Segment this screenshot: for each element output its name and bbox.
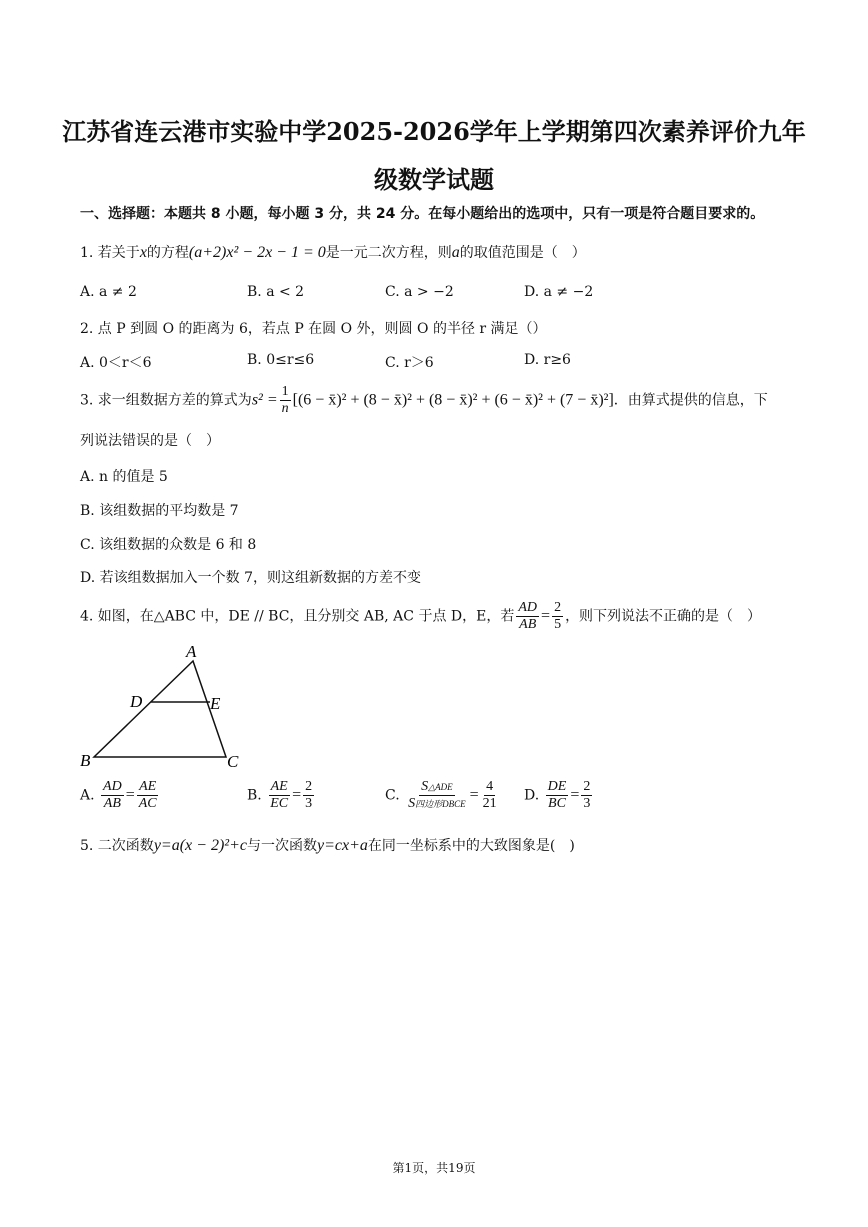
question-4-option-c[interactable]: C. $\frac{\text{S△ADE}}{\text{S四边形DBCE}}$ = $\frac{4}{21}$ bbox=[385, 779, 497, 811]
question-1-option-a[interactable]: A. a ≠ 2 bbox=[80, 284, 137, 300]
question-2-option-a[interactable]: A. 0＜r＜6 bbox=[80, 355, 152, 371]
page-footer: 第1页，共19页 bbox=[392, 1161, 476, 1175]
question-3-option-c[interactable]: C. 该组数据的众数是 6 和 8 bbox=[80, 537, 257, 553]
question-2-stem: 2. 点 P 到圆 O 的距离为 6，若点 P 在圆 O 外，则圆 O 的半径 r 满足（） bbox=[80, 321, 547, 337]
question-5-stem: 5. 二次函数y=a(x − 2)²+c与一次函数y=cx+a在同一坐标系中的大致图象是( ) bbox=[80, 837, 575, 854]
two-fifths-fraction: $\frac{2}{5}$ bbox=[554, 600, 562, 632]
label-b: B bbox=[80, 751, 91, 770]
question-1-stem: 1. 若关于x的方程(a+2)x² − 2x − 1 = 0是一元二次方程，则a的取值范围是（ ） bbox=[80, 244, 586, 261]
variance-fraction: $\frac{1}{n}$ bbox=[281, 384, 289, 416]
question-4-stem: 4. 如图，在△ABC 中，DE // BC，且分别交 AB, AC 于点 D，E，若 $\frac{AD}{AB}$ = $\frac{2}{5}$ ，则下列说法不正确的是（ ） bbox=[80, 600, 762, 632]
label-c: C bbox=[227, 752, 239, 771]
question-4-option-d[interactable]: D. $\frac{DE}{BC}$ = $\frac{2}{3}$ bbox=[524, 779, 591, 811]
question-1-option-b[interactable]: B. a < 2 bbox=[247, 284, 305, 300]
ad-ab-fraction: $\frac{AD}{AB}$ bbox=[518, 600, 538, 632]
variance-formula: [(6 − x̄)² + (8 − x̄)² + (8 − x̄)² + (6 − x̄)² + (7 − x̄)²] bbox=[292, 391, 614, 409]
exam-title-line1: 江苏省连云港市实验中学2025-2026学年上学期第四次素养评价九年 bbox=[62, 117, 806, 146]
question-3-stem-continued: 列说法错误的是（ ） bbox=[80, 433, 220, 449]
question-1-option-d[interactable]: D. a ≠ −2 bbox=[524, 284, 594, 300]
exam-title-line2: 级数学试题 bbox=[374, 165, 494, 194]
question-3-option-a[interactable]: A. n 的值是 5 bbox=[80, 469, 168, 485]
label-e: E bbox=[210, 694, 221, 713]
triangle-figure bbox=[76, 640, 256, 775]
question-1-option-c[interactable]: C. a > −2 bbox=[385, 284, 454, 300]
question-4-option-a[interactable]: A. $\frac{AD}{AB}$ = $\frac{AE}{AC}$ bbox=[80, 779, 157, 811]
quadratic-function: y=a(x − 2)²+c bbox=[153, 837, 247, 854]
question-3-option-d[interactable]: D. 若该组数据加入一个数 7，则这组新数据的方差不变 bbox=[80, 570, 421, 586]
question-2-option-c[interactable]: C. r＞6 bbox=[385, 355, 434, 371]
label-d: D bbox=[130, 692, 143, 711]
question-1-equation: (a+2)x² − 2x − 1 = 0 bbox=[188, 244, 326, 261]
question-2-option-d[interactable]: D. r≥6 bbox=[524, 352, 571, 368]
question-3-option-b[interactable]: B. 该组数据的平均数是 7 bbox=[80, 503, 239, 519]
triangle-abc bbox=[94, 661, 226, 757]
question-4-option-b[interactable]: B. $\frac{AE}{EC}$ = $\frac{2}{3}$ bbox=[247, 779, 313, 811]
question-2-option-b[interactable]: B. 0≤r≤6 bbox=[247, 352, 315, 368]
section-heading: 一、选择题：本题共 8 小题，每小题 3 分，共 24 分。在每小题给出的选项中，只有一项是符合题目要求的。 bbox=[80, 206, 765, 222]
question-3-stem: 3. 求一组数据方差的算式为s² = $\frac{1}{n}$ [(6 − x̄)² + (8 − x̄)² + (8 − x̄)² + (6 − x̄)² + (7 − x̄)²]．由算式提供的信息，下 bbox=[80, 384, 768, 416]
linear-function: y=cx+a bbox=[316, 837, 368, 854]
label-a: A bbox=[186, 642, 197, 661]
